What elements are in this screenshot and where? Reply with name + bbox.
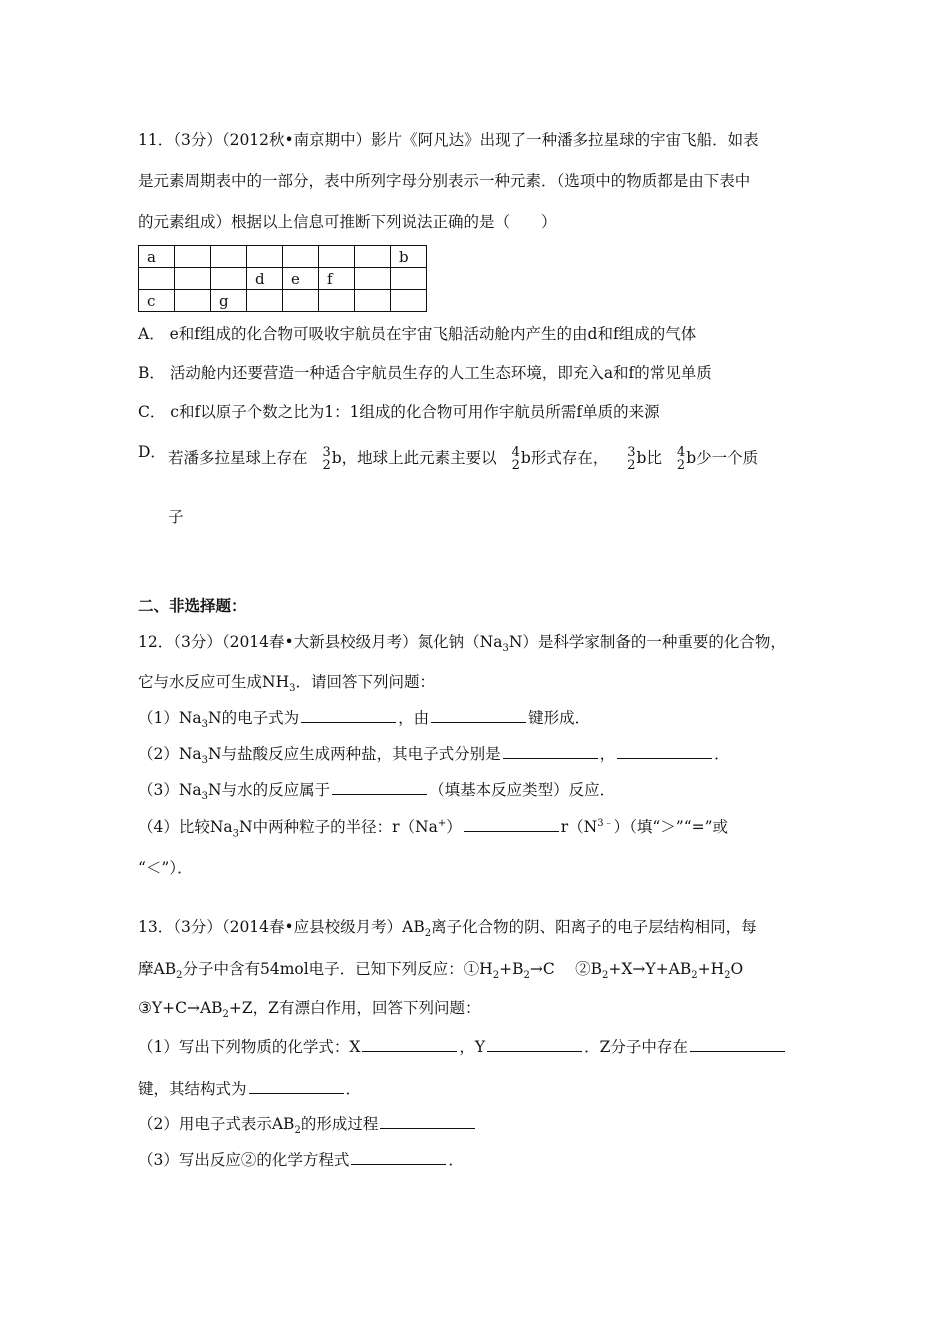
answer-blank[interactable] bbox=[431, 708, 526, 723]
q12-part2: $(2)Na_3N$与盐酸反应生成两种盐，其电子式分别是 ， ． bbox=[138, 745, 730, 767]
answer-blank[interactable] bbox=[362, 1037, 457, 1052]
answer-blank[interactable] bbox=[464, 817, 559, 832]
answer-blank[interactable] bbox=[332, 780, 427, 795]
cell-g: g bbox=[211, 290, 247, 312]
table-row bbox=[139, 246, 427, 268]
q13-part2: （2）用电子式表示$AB_2$的形成过程 bbox=[138, 1112, 477, 1136]
option-d-text: 若潘多拉星球上存在 3 2 b，地球上此元素主要以 4 2 b形式存在， 3 2 b比 4 2 b少一个质 bbox=[168, 445, 759, 473]
nuclide-3-2: 3 2 bbox=[322, 445, 331, 473]
q12-part1: $(1)Na_3N$的电子式为 ，由 键形成． bbox=[138, 709, 591, 731]
cell-a: a bbox=[139, 246, 175, 268]
q13-part1-cont: 键，其结构式为 ． bbox=[138, 1080, 362, 1098]
answer-blank[interactable] bbox=[351, 1150, 446, 1165]
option-d-continued: 子 bbox=[168, 508, 184, 526]
periodic-table-fragment bbox=[138, 245, 427, 312]
option-d-label: D． bbox=[138, 443, 166, 461]
q12-line1: 12．（3分）（2014春•大新县校级月考）氮化钠$(Na_3N)$是科学家制备的一种重要的化合物， bbox=[138, 633, 786, 655]
q13-line2: 摩$AB_2$分子中含有54mol电子．已知下列反应：$①H_2+B_2\to C$ $②B_2+X\to Y+AB_2+H_2O$ bbox=[138, 960, 744, 982]
option-c: C． c和f以原子个数之比为1：1组成的化合物可用作宇航员所需f单质的来源 bbox=[138, 403, 660, 421]
table-row bbox=[139, 290, 427, 312]
table-row bbox=[139, 268, 427, 290]
option-b: B． 活动舱内还要营造一种适合宇航员生存的人工生态环境，即充入a和f的常见单质 bbox=[138, 364, 712, 382]
q11-line2: 是元素周期表中的一部分，表中所列字母分别表示一种元素．（选项中的物质都是由下表中 bbox=[138, 172, 751, 190]
nuclide-4-2: 4 2 bbox=[676, 445, 686, 473]
answer-blank[interactable] bbox=[301, 708, 396, 723]
answer-blank[interactable] bbox=[617, 744, 712, 759]
cell-d: d bbox=[247, 268, 283, 290]
q11-line3: 的元素组成）根据以上信息可推断下列说法正确的是（ ） bbox=[138, 213, 557, 231]
cell-f: f bbox=[319, 268, 355, 290]
answer-blank[interactable] bbox=[249, 1079, 344, 1094]
q13-part3: （3）写出反应②的化学方程式 ． bbox=[138, 1151, 464, 1169]
nuclide-3-2: 3 2 bbox=[627, 445, 636, 473]
answer-blank[interactable] bbox=[487, 1037, 582, 1052]
answer-blank[interactable] bbox=[380, 1114, 475, 1129]
q13-line1: 13．（3分）（2014春•应县校级月考）$AB_2$离子化合物的阴、阳离子的电子层结构相同，每 bbox=[138, 918, 757, 940]
answer-blank[interactable] bbox=[503, 744, 598, 759]
cell-e: e bbox=[283, 268, 319, 290]
q12-part4: （4）比较$Na_3N$中两种粒子的半径：r（Na+） $r(N^{3﹣})$（填“＞”“=”或 bbox=[138, 818, 729, 840]
q12-part4-cont: “＜”）． bbox=[138, 859, 193, 877]
cell-c: c bbox=[139, 290, 175, 312]
option-a: A． e和f组成的化合物可吸收宇航员在宇宙飞船活动舱内产生的由d和f组成的气体 bbox=[138, 325, 697, 343]
nuclide-4-2: 4 2 bbox=[511, 445, 520, 473]
q12-part3: $(3)Na_3N$与水的反应属于 （填基本反应类型）反应． bbox=[138, 781, 616, 803]
q13-line3: $③Y+C\to AB_2+Z$，Z有漂白作用，回答下列问题： bbox=[138, 999, 481, 1021]
q12-line2: 它与水反应可生成$NH_3$．请回答下列问题： bbox=[138, 673, 435, 695]
q13-part1: （1）写出下列物质的化学式：X ，Y ．Z分子中存在 bbox=[138, 1035, 787, 1057]
cell-b: b bbox=[391, 246, 427, 268]
answer-blank[interactable] bbox=[690, 1037, 785, 1052]
q11-line1: 11．（3分）（2012秋•南京期中）影片《阿凡达》出现了一种潘多拉星球的宇宙飞船．如表 bbox=[138, 131, 759, 149]
section-title: 二、非选择题： bbox=[138, 597, 247, 615]
